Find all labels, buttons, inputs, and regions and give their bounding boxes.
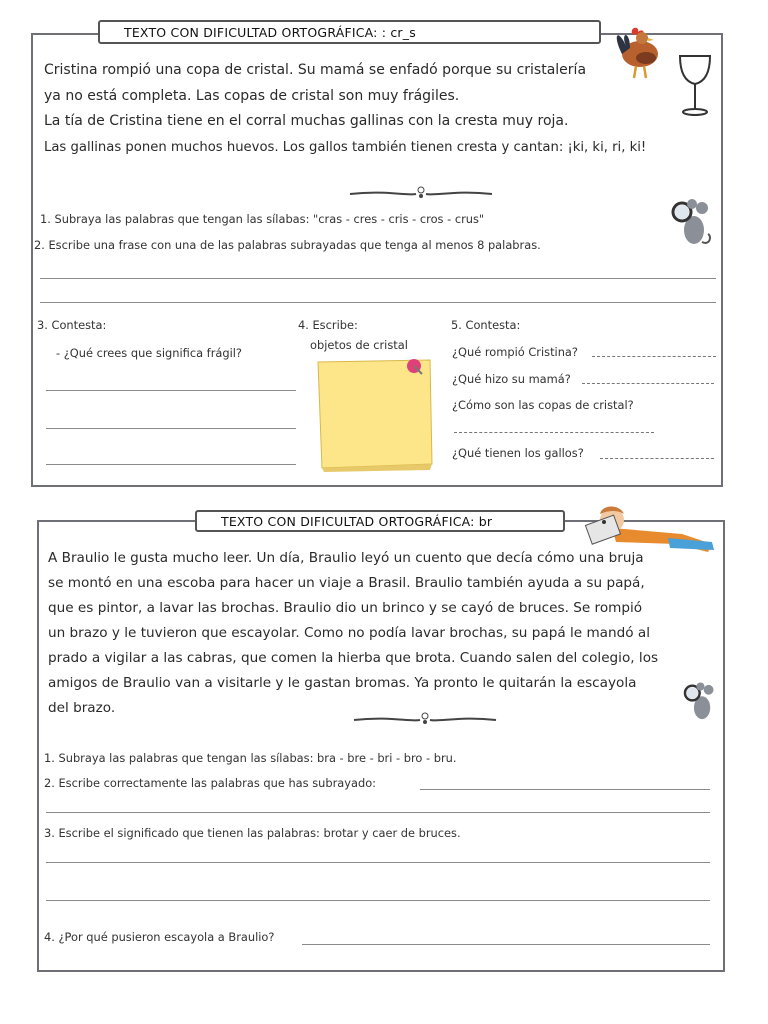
card2-question-1: 1. Subraya las palabras que tengan las sílabas: bra - bre - bri - bro - bru. bbox=[44, 751, 457, 765]
paragraph-line: prado a vigilar a las cabras, que comen la hierba que brota. Cuando salen del colegio, los bbox=[48, 650, 659, 666]
answer-line[interactable] bbox=[40, 278, 716, 279]
mouse-magnifier-icon bbox=[676, 680, 720, 724]
card1-question-5-item: ¿Qué rompió Cristina? bbox=[452, 345, 578, 359]
paragraph-line: del brazo. bbox=[48, 700, 116, 716]
answer-line[interactable] bbox=[454, 432, 654, 433]
ornament-divider-icon bbox=[346, 182, 496, 202]
answer-line[interactable] bbox=[46, 428, 296, 429]
paragraph-line: ya no está completa. Las copas de cristal son muy frágiles. bbox=[44, 87, 460, 104]
answer-line[interactable] bbox=[600, 458, 714, 459]
answer-line[interactable] bbox=[46, 862, 710, 863]
ornament-divider-icon bbox=[350, 708, 500, 728]
card2-question-3: 3. Escribe el significado que tienen las palabras: brotar y caer de bruces. bbox=[44, 826, 461, 840]
card2-question-2: 2. Escribe correctamente las palabras que has subrayado: bbox=[44, 776, 377, 790]
card2-paragraph bbox=[48, 546, 713, 721]
paragraph-line: se montó en una escoba para hacer un viaje a Brasil. Braulio también ayuda a su papá, bbox=[48, 575, 645, 591]
card1-title: TEXTO CON DIFICULTAD ORTOGRÁFICA: : cr_s bbox=[98, 20, 601, 44]
card1-question-5-item: ¿Qué tienen los gallos? bbox=[452, 446, 584, 460]
answer-line[interactable] bbox=[592, 356, 716, 357]
card1-question-4-text: objetos de cristal bbox=[310, 338, 408, 352]
paragraph-line: La tía de Cristina tiene en el corral muchas gallinas con la cresta muy roja. bbox=[44, 113, 569, 129]
card1-question-1: 1. Subraya las palabras que tengan las sílabas: "cras - cres - cris - cros - crus" bbox=[40, 212, 485, 226]
card1-paragraph bbox=[44, 58, 714, 160]
paragraph-line: Cristina rompió una copa de cristal. Su mamá se enfadó porque su cristalería bbox=[44, 62, 587, 78]
card1-question-5-item: ¿Qué hizo su mamá? bbox=[452, 372, 571, 386]
card2-title: TEXTO CON DIFICULTAD ORTOGRÁFICA: br bbox=[195, 510, 565, 532]
paragraph-line: Las gallinas ponen muchos huevos. Los gallos también tienen cresta y cantan: ¡ki, ki, ri, ki! bbox=[44, 139, 647, 155]
card1-question-5-title: 5. Contesta: bbox=[451, 318, 521, 332]
mouse-magnifier-icon bbox=[662, 196, 716, 250]
card1-question-2: 2. Escribe una frase con una de las palabras subrayadas que tenga al menos 8 palabras. bbox=[34, 238, 541, 252]
answer-line[interactable] bbox=[302, 944, 710, 945]
answer-line[interactable] bbox=[46, 390, 296, 391]
paragraph-line: que es pintor, a lavar las brochas. Braulio dio un brinco y se cayó de bruces. Se rompió bbox=[48, 600, 643, 616]
answer-line[interactable] bbox=[420, 789, 710, 790]
card1-question-3-text: - ¿Qué crees que significa frágil? bbox=[56, 346, 242, 360]
card1-question-3-title: 3. Contesta: bbox=[37, 318, 107, 332]
answer-line[interactable] bbox=[40, 302, 716, 303]
card1-question-5-item: ¿Cómo son las copas de cristal? bbox=[452, 398, 634, 412]
card2-question-4: 4. ¿Por qué pusieron escayola a Braulio? bbox=[44, 930, 275, 944]
paragraph-line: un brazo y le tuvieron que escayolar. Como no podía lavar brochas, su papá le mandó al bbox=[48, 625, 651, 641]
answer-line[interactable] bbox=[582, 383, 714, 384]
answer-line[interactable] bbox=[46, 900, 710, 901]
answer-line[interactable] bbox=[46, 464, 296, 465]
answer-line[interactable] bbox=[46, 812, 710, 813]
paragraph-line: A Braulio le gusta mucho leer. Un día, Braulio leyó un cuento que decía cómo una bruja bbox=[48, 550, 644, 566]
paragraph-line: amigos de Braulio van a visitarle y le gastan bromas. Ya pronto le quitarán la escayola bbox=[48, 675, 637, 691]
card1-question-4-title: 4. Escribe: bbox=[298, 318, 358, 332]
sticky-note-icon[interactable] bbox=[314, 352, 438, 474]
